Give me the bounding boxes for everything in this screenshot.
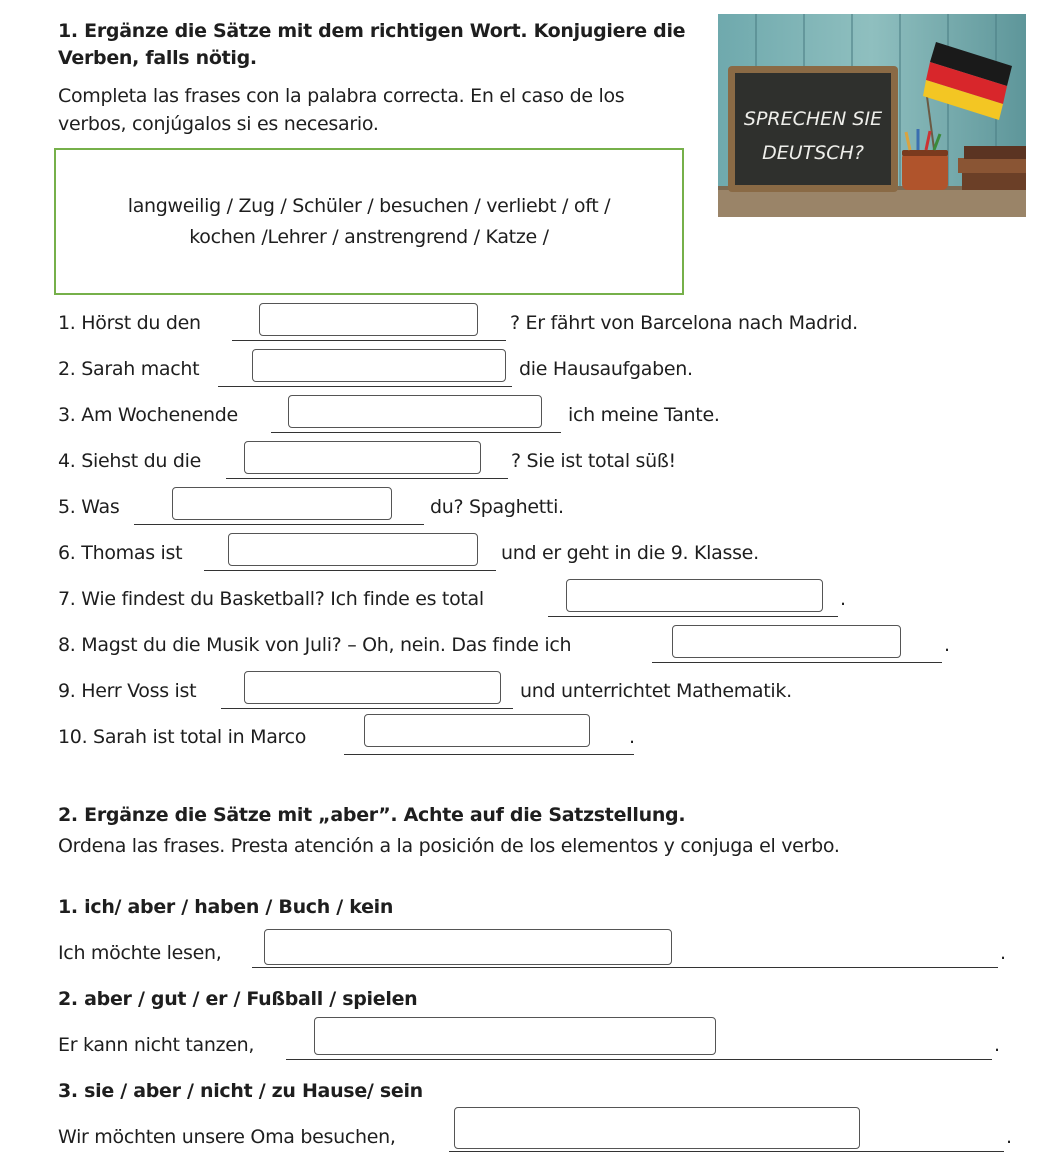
section1-title-line1: 1. Ergänze die Sätze mit dem richtigen Wort. Konjugiere die <box>58 20 686 42</box>
answer-input-s2-1[interactable] <box>264 929 672 965</box>
answer-input-8[interactable] <box>672 625 901 658</box>
chalkboard-text-line1: SPRECHEN SIE <box>743 108 883 130</box>
exercise1-item-7 <box>58 588 1008 620</box>
section2-title: 2. Ergänze die Sätze mit „aber”. Achte auf die Satzstellung. <box>58 804 686 826</box>
answer-underline <box>271 432 561 433</box>
item-text-before: 2. Sarah macht <box>58 358 200 380</box>
item-text-before: 5. Was <box>58 496 120 518</box>
exercise2-prompt-3: 3. sie / aber / nicht / zu Hause/ sein <box>58 1080 423 1102</box>
answer-underline <box>232 340 506 341</box>
item-end: . <box>1006 1126 1012 1148</box>
word-bank-line2: kochen /Lehrer / anstrengrend / Katze / <box>189 225 549 248</box>
item-text-after: und unterrichtet Mathematik. <box>520 680 792 702</box>
answer-input-3[interactable] <box>288 395 542 428</box>
exercise1-item-6 <box>58 542 1008 574</box>
item-text-after: ? Er fährt von Barcelona nach Madrid. <box>510 312 858 334</box>
item-text-after: und er geht in die 9. Klasse. <box>501 542 759 564</box>
exercise1-item-10 <box>58 726 1008 758</box>
item-sentence: Er kann nicht tanzen, <box>58 1034 255 1056</box>
item-text-before: 3. Am Wochenende <box>58 404 238 426</box>
answer-underline <box>204 570 496 571</box>
exercise2-item-2 <box>58 1034 1018 1066</box>
item-text-after: ? Sie ist total süß! <box>511 450 676 472</box>
word-bank-line1: langweilig / Zug / Schüler / besuchen / verliebt / oft / <box>127 194 611 217</box>
answer-underline <box>221 708 513 709</box>
exercise1-item-2 <box>58 358 1008 390</box>
answer-underline <box>218 386 512 387</box>
exercise1-item-1 <box>58 312 1008 344</box>
answer-underline <box>226 478 508 479</box>
item-text-after: du? Spaghetti. <box>430 496 564 518</box>
item-text-after: die Hausaufgaben. <box>519 358 693 380</box>
item-end: . <box>1000 942 1006 964</box>
item-text-before: 8. Magst du die Musik von Juli? – Oh, nein. Das finde ich <box>58 634 572 656</box>
item-text-before: 4. Siehst du die <box>58 450 201 472</box>
exercise1-item-5 <box>58 496 1008 528</box>
exercise1-item-4 <box>58 450 1008 482</box>
item-text-before: 9. Herr Voss ist <box>58 680 197 702</box>
chalkboard-text-line2: DEUTSCH? <box>762 142 864 164</box>
item-text-before: 6. Thomas ist <box>58 542 183 564</box>
answer-underline <box>344 754 634 755</box>
answer-underline <box>286 1059 992 1060</box>
item-sentence: Wir möchten unsere Oma besuchen, <box>58 1126 396 1148</box>
books <box>958 146 1026 190</box>
exercise2-item-1 <box>58 942 1018 974</box>
item-sentence: Ich möchte lesen, <box>58 942 222 964</box>
answer-input-5[interactable] <box>172 487 392 520</box>
answer-input-7[interactable] <box>566 579 823 612</box>
section1-subtitle-line1: Completa las frases con la palabra correcta. En el caso de los <box>58 85 625 107</box>
chalkboard-photo <box>718 14 1026 217</box>
section1-title-line2: Verben, falls nötig. <box>58 47 257 69</box>
answer-input-10[interactable] <box>364 714 590 747</box>
exercise1-item-9 <box>58 680 1008 712</box>
exercise2-prompt-2: 2. aber / gut / er / Fußball / spielen <box>58 988 418 1010</box>
item-text-before: 7. Wie findest du Basketball? Ich finde es total <box>58 588 484 610</box>
section2-subtitle: Ordena las frases. Presta atención a la posición de los elementos y conjuga el verbo. <box>58 835 840 857</box>
exercise2-item-3 <box>58 1126 1018 1158</box>
answer-input-s2-2[interactable] <box>314 1017 716 1055</box>
answer-input-4[interactable] <box>244 441 481 474</box>
answer-input-s2-3[interactable] <box>454 1107 860 1149</box>
exercise1-item-3 <box>58 404 1008 436</box>
item-text-after: . <box>840 588 846 610</box>
item-text-before: 1. Hörst du den <box>58 312 201 334</box>
section1-subtitle-line2: verbos, conjúgalos si es necesario. <box>58 113 379 135</box>
answer-underline <box>134 524 424 525</box>
item-end: . <box>994 1034 1000 1056</box>
answer-input-6[interactable] <box>228 533 478 566</box>
item-text-after: ich meine Tante. <box>568 404 720 426</box>
item-text-after: . <box>629 726 635 748</box>
item-text-before: 10. Sarah ist total in Marco <box>58 726 307 748</box>
answer-input-9[interactable] <box>244 671 501 704</box>
answer-underline <box>652 662 942 663</box>
exercise2-prompt-1: 1. ich/ aber / haben / Buch / kein <box>58 896 394 918</box>
answer-underline <box>548 616 838 617</box>
exercise1-item-8 <box>58 634 1008 666</box>
answer-underline <box>449 1151 1004 1152</box>
answer-underline <box>252 967 998 968</box>
item-text-after: . <box>944 634 950 656</box>
answer-input-2[interactable] <box>252 349 506 382</box>
answer-input-1[interactable] <box>259 303 478 336</box>
word-bank <box>54 148 684 295</box>
